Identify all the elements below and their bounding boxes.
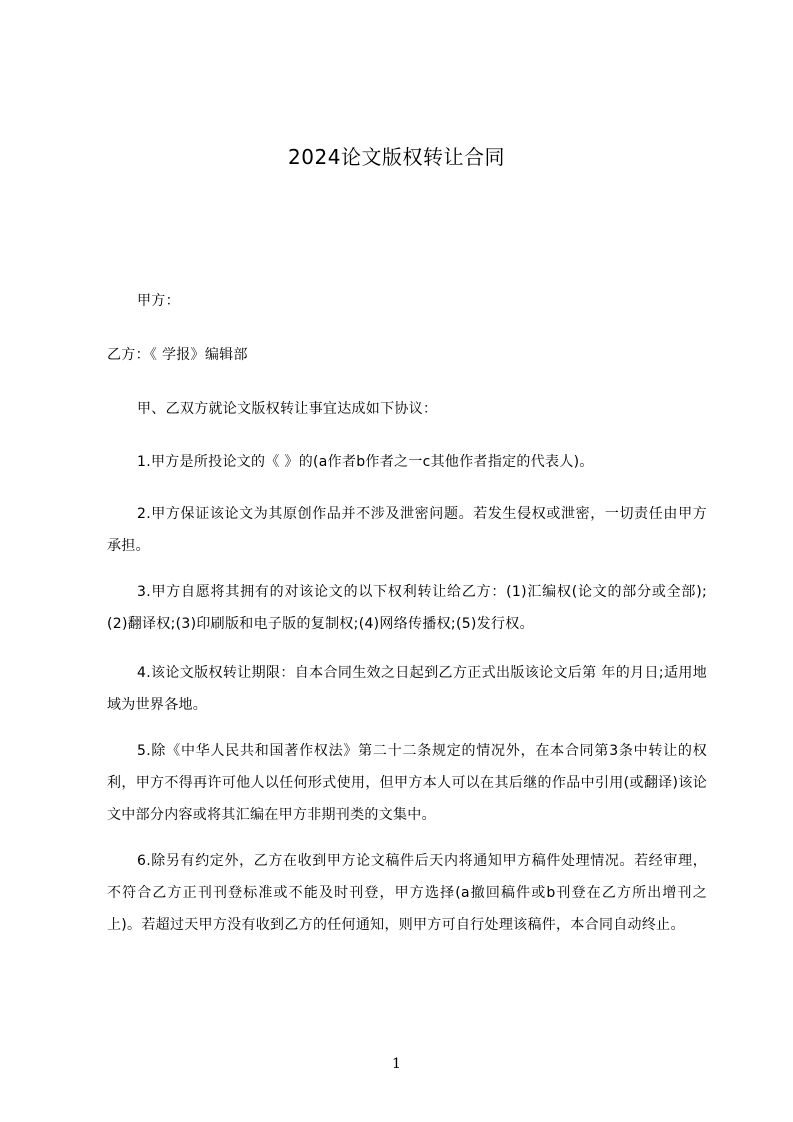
paragraph-clause-6 (107, 845, 707, 941)
paragraph-clause-2 (107, 498, 707, 562)
paragraph-party-a (107, 285, 707, 317)
paragraph-clause-4 (107, 657, 707, 721)
paragraph-clause-5 (107, 735, 707, 831)
paragraph-text: 甲、乙双方就论文版权转让事宜达成如下协议： (137, 401, 438, 417)
paragraph-clause-3 (107, 576, 707, 640)
paragraph-text: 2.甲方保证该论文为其原创作品并不涉及泄密问题。若发生侵权或泄密，一切责任由甲方承担。 (107, 506, 707, 554)
paragraph-clause-1 (107, 446, 707, 478)
document-title: 2024论文版权转让合同 (288, 145, 505, 169)
page-number: 1 (392, 1056, 401, 1072)
paragraph-party-b (107, 339, 707, 371)
paragraph-text: 1.甲方是所投论文的《 》的(a作者b作者之一c其他作者指定的代表人)。 (137, 454, 594, 470)
paragraph-text: 乙方：《 学报》编辑部 (107, 347, 248, 363)
paragraph-intro (107, 393, 707, 425)
paragraph-text: 3.甲方自愿将其拥有的对该论文的以下权利转让给乙方：(1)汇编权(论文的部分或全部);(2)翻译权;(3)印刷版和电子版的复制权;(4)网络传播权;(5)发行权。 (107, 584, 707, 632)
paragraph-text: 4.该论文版权转让期限：自本合同生效之日起到乙方正式出版该论文后第 年的月日;适用地域为世界各地。 (107, 665, 707, 713)
paragraph-text: 6.除另有约定外，乙方在收到甲方论文稿件后天内将通知甲方稿件处理情况。若经审理，不符合乙方正刊刊登标准或不能及时刊登，甲方选择(a撤回稿件或b刊登在乙方所出增刊之上)。若超过天甲方没有收到乙方的任何通知，则甲方可自行处理该稿件，本合同自动终止。 (107, 853, 707, 933)
paragraph-text: 甲方： (137, 293, 180, 309)
paragraph-text: 5.除《中华人民共和国著作权法》第二十二条规定的情况外，在本合同第3条中转让的权利，甲方不得再许可他人以任何形式使用，但甲方本人可以在其后继的作品中引用(或翻译)该论文中部分内容或将其汇编在甲方非期刊类的文集中。 (107, 743, 707, 823)
